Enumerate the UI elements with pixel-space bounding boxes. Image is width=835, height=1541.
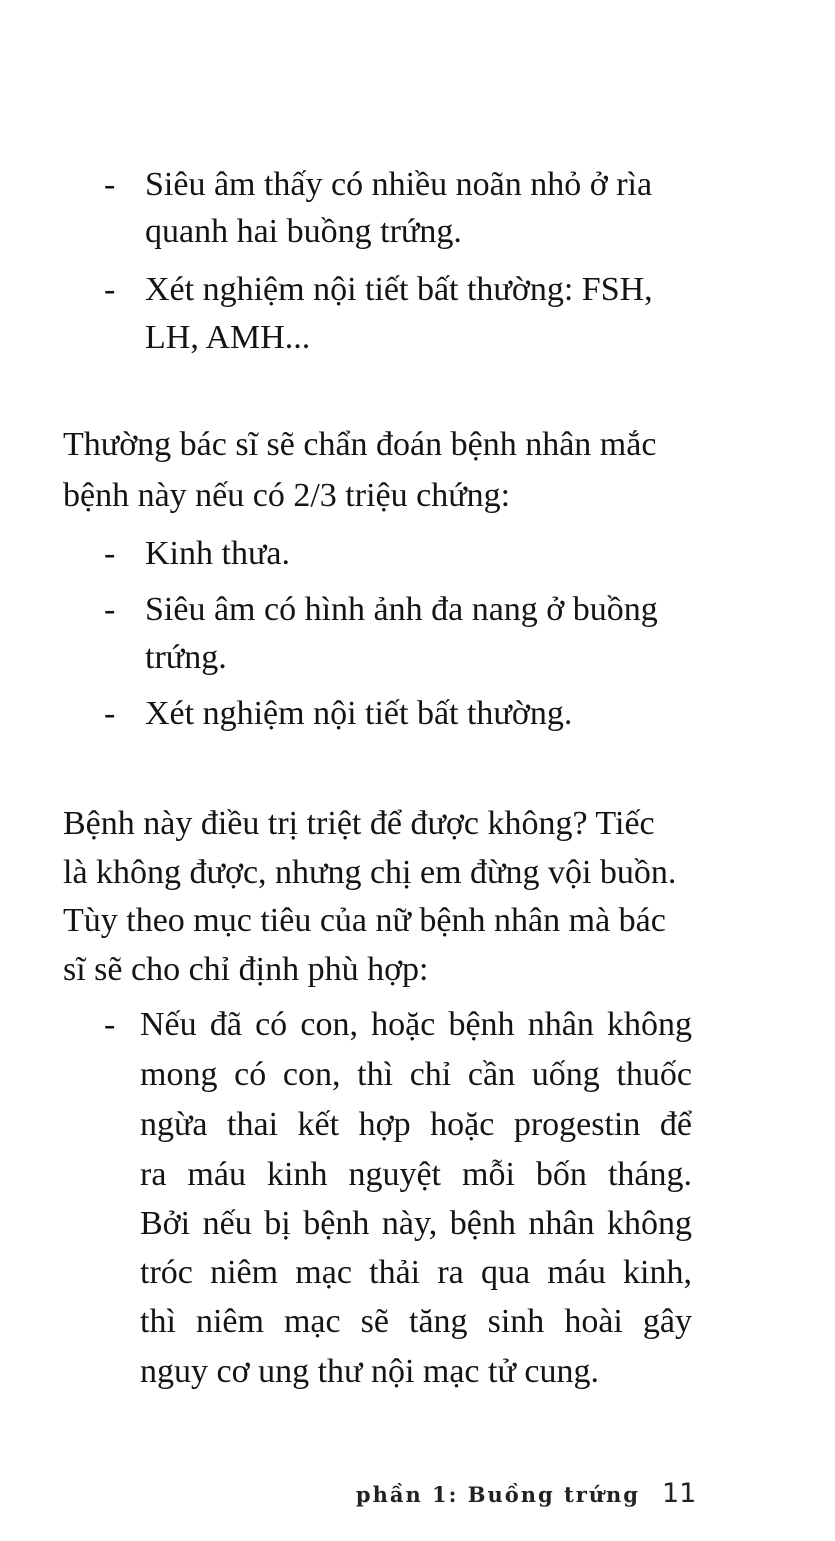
list-item-line: LH, AMH... xyxy=(145,319,311,356)
paragraph-line: Tùy theo mục tiêu của nữ bệnh nhân mà bác xyxy=(63,902,666,939)
paragraph-line: bệnh này nếu có 2/3 triệu chứng: xyxy=(63,477,511,514)
bullet-dash: - xyxy=(104,166,116,203)
paragraph-line: là không được, nhưng chị em đừng vội buồn. xyxy=(63,854,677,891)
bullet-dash: - xyxy=(104,271,116,308)
paragraph-line: sĩ sẽ cho chỉ định phù hợp: xyxy=(63,951,429,988)
bullet-dash: - xyxy=(104,695,116,732)
page-number: 11 xyxy=(662,1478,697,1509)
bullet-dash: - xyxy=(104,1006,116,1043)
bullet-dash: - xyxy=(104,591,116,628)
list-item-line: Siêu âm thấy có nhiều noãn nhỏ ở rìa xyxy=(145,166,653,203)
list-item-line: ngừa thai kết hợp hoặc progestin để xyxy=(140,1106,692,1143)
list-item-line: quanh hai buồng trứng. xyxy=(145,213,462,250)
list-item-line: thì niêm mạc sẽ tăng sinh hoài gây xyxy=(140,1303,692,1340)
list-item-line: Kinh thưa. xyxy=(145,535,290,572)
bullet-dash: - xyxy=(104,535,116,572)
list-item-line: Siêu âm có hình ảnh đa nang ở buồng xyxy=(145,591,658,628)
paragraph-line: Thường bác sĩ sẽ chẩn đoán bệnh nhân mắc xyxy=(63,426,657,463)
list-item-line: Xét nghiệm nội tiết bất thường. xyxy=(145,695,573,732)
list-item-line: Xét nghiệm nội tiết bất thường: FSH, xyxy=(145,271,653,308)
list-item-line: tróc niêm mạc thải ra qua máu kinh, xyxy=(140,1254,692,1291)
page-footer xyxy=(0,1478,835,1518)
list-item-line: Bởi nếu bị bệnh này, bệnh nhân không xyxy=(140,1205,692,1242)
list-item-line: ra máu kinh nguyệt mỗi bốn tháng. xyxy=(140,1156,692,1193)
section-label: phần 1: Buồng trứng xyxy=(355,1482,640,1507)
list-item-line: Nếu đã có con, hoặc bệnh nhân không xyxy=(140,1006,692,1043)
paragraph-line: Bệnh này điều trị triệt để được không? Tiếc xyxy=(63,805,655,842)
list-item-line: trứng. xyxy=(145,639,227,676)
list-item-line: nguy cơ ung thư nội mạc tử cung. xyxy=(140,1353,599,1390)
list-item-line: mong có con, thì chỉ cần uống thuốc xyxy=(140,1056,692,1093)
